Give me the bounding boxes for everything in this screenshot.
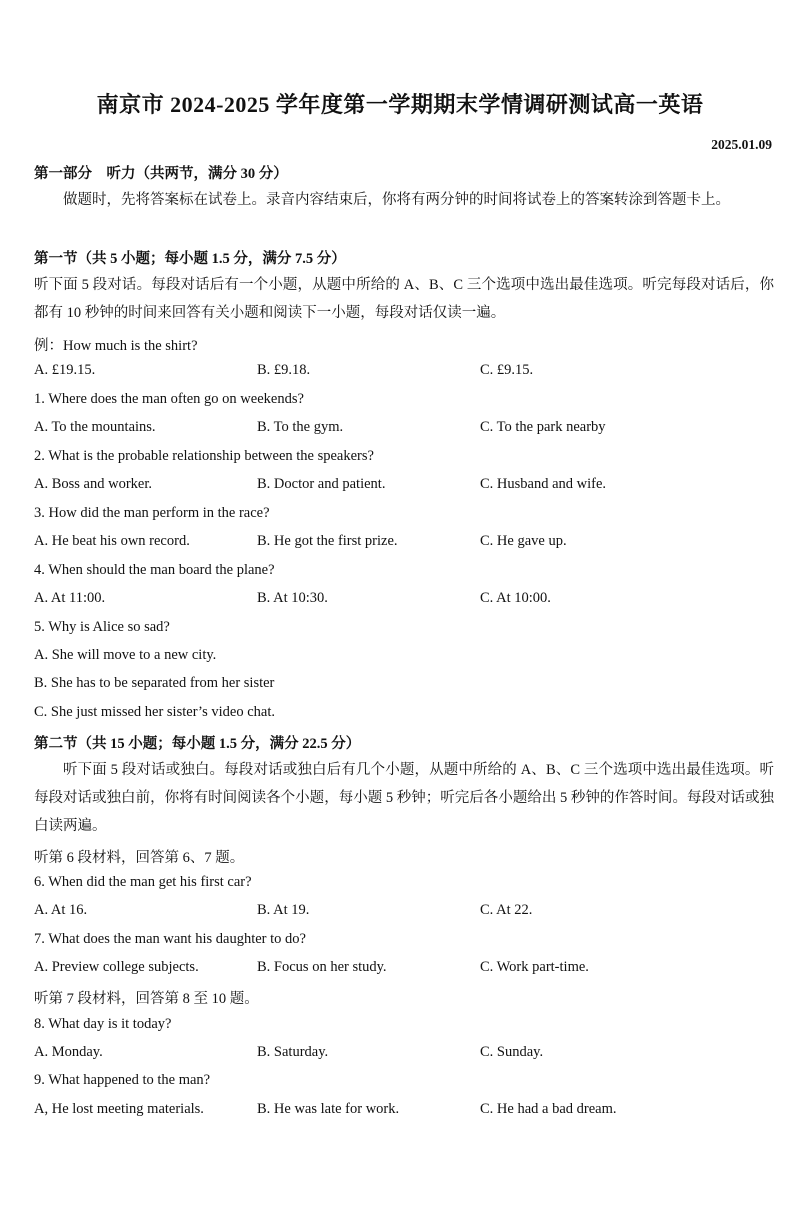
q9-option-c: C. He had a bad dream. <box>480 1101 617 1117</box>
q7-option-b: B. Focus on her study. <box>257 959 387 975</box>
q1-option-a: A. To the mountains. <box>34 419 156 435</box>
q2-option-a: A. Boss and worker. <box>34 476 153 492</box>
q6-option-a: A. At 16. <box>34 902 88 918</box>
question-8: 8. What day is it today? <box>34 1016 172 1032</box>
q6-option-b: B. At 19. <box>257 902 310 918</box>
q5-option-b: B. She has to be separated from her sister <box>34 675 275 691</box>
question-2: 2. What is the probable relationship between the speakers? <box>34 448 374 464</box>
page-title: 南京市 2024-2025 学年度第一学期期末学情调研测试高一英语 <box>96 92 704 117</box>
example-option-c: C. £9.15. <box>480 362 534 378</box>
q8-option-b: B. Saturday. <box>257 1044 329 1060</box>
section1-instruction: 听下面 5 段对话。每段对话后有一个小题，从题中所给的 A、B、C 三个选项中选出最佳选项。听完每段对话后，你都有 10 秒钟的时间来回答有关小题和阅读下一小题，每段对话仅读一遍。 <box>34 277 774 321</box>
part1-heading: 第一部分 听力（共两节，满分 30 分） <box>34 166 288 182</box>
q3-option-b: B. He got the first prize. <box>257 533 398 549</box>
q7-option-a: A. Preview college subjects. <box>34 959 199 975</box>
section2-heading: 第二节（共 15 小题；每小题 1.5 分，满分 22.5 分） <box>34 736 361 752</box>
q3-option-c: C. He gave up. <box>480 533 567 549</box>
q9-option-b: B. He was late for work. <box>257 1101 400 1117</box>
q1-option-c: C. To the park nearby <box>480 419 606 435</box>
question-4: 4. When should the man board the plane? <box>34 562 275 578</box>
example-option-a: A. £19.15. <box>34 362 96 378</box>
q7-option-c: C. Work part-time. <box>480 959 589 975</box>
material-7-note: 听第 7 段材料，回答第 8 至 10 题。 <box>34 991 259 1007</box>
question-1: 1. Where does the man often go on weekends? <box>34 391 304 407</box>
material-6-note: 听第 6 段材料，回答第 6、7 题。 <box>34 850 245 866</box>
example-option-b: B. £9.18. <box>257 362 311 378</box>
exam-date: 2025.01.09 <box>711 137 772 152</box>
q2-option-c: C. Husband and wife. <box>480 476 607 492</box>
q6-option-c: C. At 22. <box>480 902 533 918</box>
question-9: 9. What happened to the man? <box>34 1072 211 1088</box>
q5-option-a: A. She will move to a new city. <box>34 647 217 663</box>
q3-option-a: A. He beat his own record. <box>34 533 190 549</box>
q8-option-c: C. Sunday. <box>480 1044 544 1060</box>
section2-instruction: 听下面 5 段对话或独白。每段对话或独白后有几个小题，从题中所给的 A、B、C 三个选项中选出最佳选项。听每段对话或独白前，你将有时间阅读各个小题，每小题 5 秒钟；听完后各小题给出 5 秒钟的作答时间。每段对话或独白读两遍。 <box>34 762 774 834</box>
question-5: 5. Why is Alice so sad? <box>34 619 170 635</box>
part1-instruction: 做题时，先将答案标在试卷上。录音内容结束后，你将有两分钟的时间将试卷上的答案转涂到答题卡上。 <box>63 192 730 208</box>
q2-option-b: B. Doctor and patient. <box>257 476 386 492</box>
q9-option-a: A, He lost meeting materials. <box>34 1101 204 1117</box>
q1-option-b: B. To the gym. <box>257 419 344 435</box>
q4-option-a: A. At 11:00. <box>34 590 106 606</box>
question-3: 3. How did the man perform in the race? <box>34 505 270 521</box>
question-7: 7. What does the man want his daughter to do? <box>34 931 306 947</box>
question-6: 6. When did the man get his first car? <box>34 874 252 890</box>
section1-heading: 第一节（共 5 小题；每小题 1.5 分，满分 7.5 分） <box>34 251 346 267</box>
example-question: 例：How much is the shirt? <box>34 338 198 354</box>
q5-option-c: C. She just missed her sister’s video chat. <box>34 704 275 720</box>
q4-option-b: B. At 10:30. <box>257 590 328 606</box>
q8-option-a: A. Monday. <box>34 1044 103 1060</box>
q4-option-c: C. At 10:00. <box>480 590 551 606</box>
